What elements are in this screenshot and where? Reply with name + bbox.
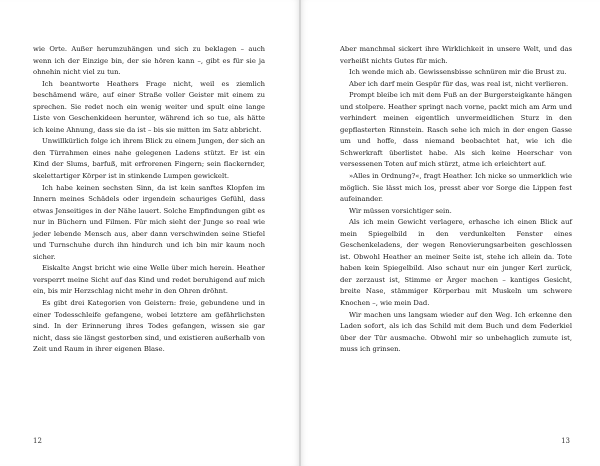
right-page-text [340,44,572,356]
paragraph: Aber manchmal sickert ihre Wirklichkeit in unsere Welt, und das verheißt nichts Gutes für mich. [340,45,572,65]
paragraph: Wir machen uns langsam wieder auf den Weg. Ich erkenne den Laden sofort, als ich das Schild mit dem Buch und dem Federkiel über der Tür ausmache. Obwohl mir so unbehaglich zumute ist, muss ich grinsen. [340,310,572,354]
paragraph: Unwillkürlich folge ich ihrem Blick zu einem Jungen, der sich an den Türrahmen eines nahe gelegenen Ladens stützt. Er ist ein Kind der Slums, barfuß, mit erfrorenen Fingern; sein flackernder, skelettartiger Körper ist in stinkende Lumpen gewickelt. [33,137,265,181]
right-page [300,0,600,466]
paragraph: wie Orte. Außer herumzuhängen und sich zu beklagen – auch wenn ich der Einzige bin, der sie hören kann –, gibt es für sie ja ohnehin nicht viel zu tun. [33,45,265,77]
paragraph: Wir müssen vorsichtiger sein. [349,206,452,215]
paragraph: Prompt bleibe ich mit dem Fuß an der Burgersteigkante hängen und stolpere. Heather springt nach vorne, packt mich am Arm und verhindert meinen eigentlich unvermeidlichen Sturz in den gepflasterten Rinnstein. Rasch sehe ich mich in der engen Gasse um und hoffe, dass niemand beobachtet hat, wie ich die Schwerkraft überlistet habe. Als sich keine Heerschar von versessenen Toten auf mich stürzt, atme ich erleichtert auf. [340,91,572,169]
paragraph: Ich habe keinen sechsten Sinn, da ist kein sanftes Klopfen im Innern meines Schädels oder irgendein schauriges Gefühl, dass etwas Jenseitiges in der Nähe lauert. Solche Empfindungen gibt es nur in Büchern und Filmen. Für mich sieht der Junge so real wie jeder lebende Mensch aus, aber dann verschwinden seine Stiefel und Turnschuhe durch ihn hindurch und ich bin mir kaum noch sicher. [33,183,265,261]
paragraph: Es gibt drei Kategorien von Geistern: freie, gebundene und in einer Todesschleife gefangene, wobei letztere am gefährlichsten sind. In der Erinnerung ihres Todes gefangen, wissen sie gar nicht, dass sie längst gestorben sind, und existieren außerhalb von Zeit und Raum in ihrer eigenen Blase. [33,299,265,354]
paragraph: Ich wende mich ab. Gewissensbisse schnüren mir die Brust zu. [349,68,567,77]
paragraph: Aber ich darf mein Gespür für das, was real ist, nicht verlieren. [349,79,569,88]
paragraph: »Alles in Ordnung?«, fragt Heather. Ich nicke so unmerklich wie möglich. Sie lässt mich los, presst aber vor Sorge die Lippen fest aufeinander. [340,172,572,204]
paragraph: Ich beantworte Heathers Frage nicht, weil es ziemlich beschämend wäre, auf einer Straße voller Geister mit einem zu sprechen. Sie redet noch ein wenig weiter und spult eine lange Liste von Geschenkideen herunter, während ich so tue, als hätte ich keine Ahnung, dass sie da ist – bis sie mitten im Satz abbricht. [33,79,265,134]
page-number-right: 13 [561,437,570,445]
left-page-text [33,44,265,356]
page-number-left: 12 [33,437,42,445]
paragraph: Als ich mein Gewicht verlagere, erhasche ich einen Blick auf mein Spiegelbild in den verdunkelten Fenster eines Geschenkeladens, der wegen Renovierungsarbeiten geschlossen ist. Obwohl Heather an meiner Seite ist, stehe ich allein da. Tote haben kein Spiegelbild. Also schaut nur ein junger Kerl zurück, der zerzaust ist, Stimme er Ärger machen – kantiges Gesicht, breite Nase, stämmiger Körperbau mit Muskeln um schwere Knochen –, wie mein Dad. [340,218,572,308]
book-gutter [299,0,301,466]
paragraph: Eiskalte Angst bricht wie eine Welle über mich herein. Heather versperrt meine Sicht auf das Kind und redet beruhigend auf mich ein, bis mir Herzschlag nicht mehr in den Ohren dröhnt. [33,264,265,296]
